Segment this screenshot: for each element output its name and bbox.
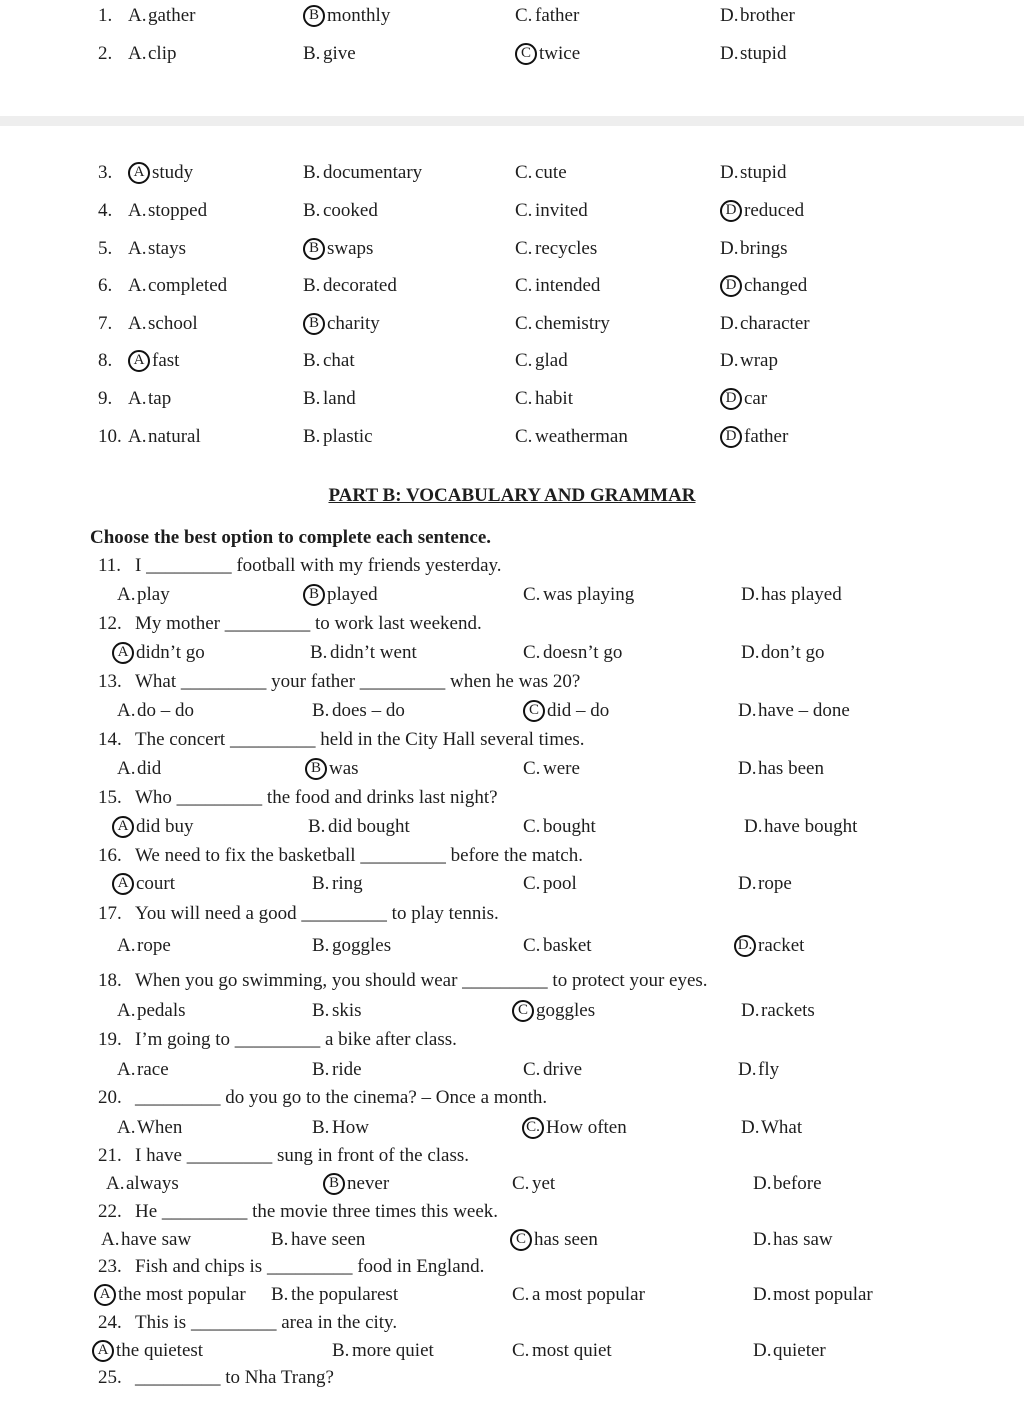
answer-circle[interactable]: B bbox=[303, 584, 325, 606]
option-text: land bbox=[323, 388, 356, 409]
option-label: B. bbox=[303, 275, 321, 296]
option-label: A. bbox=[128, 388, 147, 409]
option-text: did bought bbox=[328, 816, 410, 837]
option-text: completed bbox=[148, 275, 228, 296]
option-text: rope bbox=[137, 935, 171, 956]
option-text: How bbox=[332, 1117, 369, 1138]
option-label: C. bbox=[515, 313, 533, 334]
option-text: study bbox=[152, 162, 194, 183]
option-label: B. bbox=[308, 816, 326, 837]
option-text: was bbox=[329, 758, 359, 779]
option-label: C. bbox=[523, 758, 541, 779]
option-label: D. bbox=[741, 1117, 760, 1138]
answer-circle[interactable]: A bbox=[128, 350, 150, 372]
option-label: B. bbox=[312, 873, 330, 894]
option-text: before bbox=[773, 1173, 822, 1194]
option-text: recycles bbox=[535, 238, 598, 259]
answer-circle[interactable]: C bbox=[512, 1000, 534, 1022]
question-number: 1. bbox=[98, 5, 113, 26]
question-number: 15. bbox=[98, 787, 122, 808]
option-text: father bbox=[535, 5, 580, 26]
option-label: B. bbox=[312, 1000, 330, 1021]
option-text: goggles bbox=[332, 935, 392, 956]
question-number: 2. bbox=[98, 43, 113, 64]
option-text: habit bbox=[535, 388, 573, 409]
option-text: documentary bbox=[323, 162, 423, 183]
option-label: C. bbox=[512, 1173, 530, 1194]
page-separator bbox=[0, 116, 1024, 126]
option-text: the most popular bbox=[118, 1284, 246, 1305]
option-text: play bbox=[137, 584, 170, 605]
option-text: fast bbox=[152, 350, 180, 371]
option-text: more quiet bbox=[352, 1340, 434, 1361]
option-text: stays bbox=[148, 238, 186, 259]
question-text: Fish and chips is _________ food in England. bbox=[135, 1256, 485, 1277]
option-text: did bbox=[137, 758, 162, 779]
option-text: didn’t went bbox=[330, 642, 417, 663]
answer-circle[interactable]: D bbox=[720, 388, 742, 410]
question-number: 3. bbox=[98, 162, 113, 183]
question-text: You will need a good _________ to play tennis. bbox=[135, 903, 499, 924]
option-label: A. bbox=[101, 1229, 120, 1250]
option-label: D. bbox=[720, 162, 739, 183]
option-text: did buy bbox=[136, 816, 194, 837]
option-text: wrap bbox=[740, 350, 778, 371]
option-label: A. bbox=[117, 584, 136, 605]
question-number: 6. bbox=[98, 275, 113, 296]
option-text: don’t go bbox=[761, 642, 825, 663]
answer-circle[interactable]: D bbox=[720, 275, 742, 297]
question-text: We need to fix the basketball _________ before the match. bbox=[135, 845, 583, 866]
option-text: fly bbox=[758, 1059, 780, 1080]
question-number: 25. bbox=[98, 1367, 122, 1388]
option-label: A. bbox=[128, 200, 147, 221]
question-text: I’m going to _________ a bike after class. bbox=[135, 1029, 457, 1050]
option-label: A. bbox=[117, 935, 136, 956]
option-text: character bbox=[740, 313, 810, 334]
option-label: B. bbox=[310, 642, 328, 663]
answer-circle[interactable]: D. bbox=[734, 935, 756, 957]
option-text: twice bbox=[539, 43, 581, 64]
option-text: swaps bbox=[327, 238, 374, 259]
option-label: C. bbox=[523, 584, 541, 605]
option-label: D. bbox=[720, 313, 739, 334]
option-label: A. bbox=[117, 1059, 136, 1080]
option-text: clip bbox=[148, 43, 177, 64]
answer-circle[interactable]: A bbox=[112, 873, 134, 895]
part-b-heading: PART B: VOCABULARY AND GRAMMAR bbox=[328, 485, 696, 506]
option-text: rope bbox=[758, 873, 792, 894]
option-text: doesn’t go bbox=[543, 642, 623, 663]
option-label: C. bbox=[512, 1340, 530, 1361]
option-text: plastic bbox=[323, 426, 373, 447]
option-label: D. bbox=[741, 584, 760, 605]
option-label: C. bbox=[515, 5, 533, 26]
answer-circle[interactable]: C bbox=[515, 43, 537, 65]
option-label: C. bbox=[515, 350, 533, 371]
option-text: racket bbox=[758, 935, 805, 956]
option-text: has seen bbox=[534, 1229, 598, 1250]
option-text: skis bbox=[332, 1000, 362, 1021]
option-text: goggles bbox=[536, 1000, 596, 1021]
question-number: 16. bbox=[98, 845, 122, 866]
question-number: 23. bbox=[98, 1256, 122, 1277]
option-label: B. bbox=[312, 935, 330, 956]
question-number: 22. bbox=[98, 1201, 122, 1222]
option-text: the quietest bbox=[116, 1340, 204, 1361]
option-label: D. bbox=[753, 1173, 772, 1194]
answer-circle[interactable]: A bbox=[92, 1340, 114, 1362]
question-number: 9. bbox=[98, 388, 113, 409]
question-text: _________ do you go to the cinema? – Once a month. bbox=[135, 1087, 548, 1108]
option-label: B. bbox=[303, 388, 321, 409]
option-label: B. bbox=[303, 200, 321, 221]
option-label: C. bbox=[512, 1284, 530, 1305]
option-text: reduced bbox=[744, 200, 805, 221]
option-label: B. bbox=[303, 426, 321, 447]
option-label: C. bbox=[515, 426, 533, 447]
question-text: Who _________ the food and drinks last night? bbox=[135, 787, 498, 808]
option-text: father bbox=[744, 426, 789, 447]
option-text: bought bbox=[543, 816, 596, 837]
option-label: D. bbox=[741, 1000, 760, 1021]
question-number: 10. bbox=[98, 426, 122, 447]
option-label: A. bbox=[106, 1173, 125, 1194]
answer-circle[interactable]: A bbox=[112, 816, 134, 838]
option-label: C. bbox=[515, 238, 533, 259]
option-text: chemistry bbox=[535, 313, 610, 334]
option-text: school bbox=[148, 313, 198, 334]
question-number: 14. bbox=[98, 729, 122, 750]
option-text: didn’t go bbox=[136, 642, 205, 663]
option-text: rackets bbox=[761, 1000, 815, 1021]
option-text: What bbox=[761, 1117, 803, 1138]
option-text: changed bbox=[744, 275, 808, 296]
option-text: a most popular bbox=[532, 1284, 645, 1305]
option-text: quieter bbox=[773, 1340, 826, 1361]
option-text: tap bbox=[148, 388, 172, 409]
question-text: I _________ football with my friends yesterday. bbox=[135, 555, 502, 576]
option-label: D. bbox=[720, 238, 739, 259]
question-text: When you go swimming, you should wear _________ to protect your eyes. bbox=[135, 970, 708, 991]
answer-circle[interactable]: D bbox=[720, 200, 742, 222]
option-label: C. bbox=[515, 388, 533, 409]
option-text: always bbox=[126, 1173, 179, 1194]
option-text: most quiet bbox=[532, 1340, 612, 1361]
option-label: C. bbox=[515, 162, 533, 183]
option-label: D. bbox=[753, 1284, 772, 1305]
option-text: monthly bbox=[327, 5, 391, 26]
option-label: A. bbox=[128, 238, 147, 259]
option-text: pool bbox=[543, 873, 577, 894]
answer-circle[interactable]: B bbox=[303, 313, 325, 335]
question-text: What _________ your father _________ when he was 20? bbox=[135, 671, 581, 692]
question-text: He _________ the movie three times this week. bbox=[135, 1201, 499, 1222]
option-text: glad bbox=[535, 350, 568, 371]
option-label: D. bbox=[744, 816, 763, 837]
option-label: C. bbox=[515, 200, 533, 221]
answer-circle[interactable]: A bbox=[112, 642, 134, 664]
option-text: pedals bbox=[137, 1000, 186, 1021]
option-text: ring bbox=[332, 873, 363, 894]
question-text: My mother _________ to work last weekend. bbox=[135, 613, 482, 634]
option-text: intended bbox=[535, 275, 601, 296]
option-text: does – do bbox=[332, 700, 405, 721]
option-text: basket bbox=[543, 935, 592, 956]
answer-circle[interactable]: B bbox=[303, 238, 325, 260]
option-label: B. bbox=[312, 1117, 330, 1138]
option-text: brother bbox=[740, 5, 795, 26]
option-text: weatherman bbox=[535, 426, 628, 447]
answer-circle[interactable]: B bbox=[305, 758, 327, 780]
option-text: were bbox=[543, 758, 580, 779]
option-text: give bbox=[323, 43, 356, 64]
option-text: was playing bbox=[543, 584, 635, 605]
option-text: natural bbox=[148, 426, 201, 447]
question-number: 4. bbox=[98, 200, 113, 221]
option-label: A. bbox=[128, 426, 147, 447]
option-text: brings bbox=[740, 238, 788, 259]
option-text: have bought bbox=[764, 816, 858, 837]
option-label: B. bbox=[271, 1229, 289, 1250]
question-number: 8. bbox=[98, 350, 113, 371]
question-number: 18. bbox=[98, 970, 122, 991]
answer-circle[interactable]: B bbox=[303, 5, 325, 27]
option-label: A. bbox=[128, 275, 147, 296]
option-label: D. bbox=[753, 1340, 772, 1361]
option-label: D. bbox=[738, 1059, 757, 1080]
option-text: played bbox=[327, 584, 378, 605]
answer-circle[interactable]: A bbox=[128, 162, 150, 184]
option-text: gather bbox=[148, 5, 196, 26]
option-text: chat bbox=[323, 350, 355, 371]
option-label: D. bbox=[720, 43, 739, 64]
question-number: 21. bbox=[98, 1145, 122, 1166]
option-label: D. bbox=[738, 873, 757, 894]
option-text: most popular bbox=[773, 1284, 873, 1305]
option-text: did – do bbox=[547, 700, 610, 721]
option-text: stupid bbox=[740, 43, 787, 64]
option-text: car bbox=[744, 388, 768, 409]
option-text: ride bbox=[332, 1059, 362, 1080]
option-label: A. bbox=[128, 313, 147, 334]
question-number: 12. bbox=[98, 613, 122, 634]
option-label: D. bbox=[753, 1229, 772, 1250]
option-text: drive bbox=[543, 1059, 583, 1080]
question-number: 5. bbox=[98, 238, 113, 259]
option-text: has saw bbox=[773, 1229, 833, 1250]
option-label: B. bbox=[332, 1340, 350, 1361]
answer-circle[interactable]: D bbox=[720, 426, 742, 448]
question-number: 24. bbox=[98, 1312, 122, 1333]
option-label: C. bbox=[523, 816, 541, 837]
option-label: B. bbox=[312, 1059, 330, 1080]
option-text: court bbox=[136, 873, 176, 894]
option-text: decorated bbox=[323, 275, 397, 296]
option-label: D. bbox=[720, 350, 739, 371]
option-text: stupid bbox=[740, 162, 787, 183]
question-number: 20. bbox=[98, 1087, 122, 1108]
option-label: B. bbox=[303, 43, 321, 64]
option-text: charity bbox=[327, 313, 380, 334]
option-label: A. bbox=[117, 758, 136, 779]
option-label: D. bbox=[720, 5, 739, 26]
answer-circle[interactable]: C bbox=[510, 1229, 532, 1251]
answer-circle[interactable]: C bbox=[523, 700, 545, 722]
question-number: 17. bbox=[98, 903, 122, 924]
option-text: invited bbox=[535, 200, 588, 221]
option-text: do – do bbox=[137, 700, 194, 721]
question-text: _________ to Nha Trang? bbox=[135, 1367, 334, 1388]
option-label: A. bbox=[128, 5, 147, 26]
instruction-text: Choose the best option to complete each sentence. bbox=[90, 527, 492, 548]
answer-circle[interactable]: C. bbox=[522, 1117, 544, 1139]
option-text: stopped bbox=[148, 200, 208, 221]
option-label: A. bbox=[117, 700, 136, 721]
option-label: C. bbox=[523, 873, 541, 894]
option-label: B. bbox=[312, 700, 330, 721]
question-text: I have _________ sung in front of the class. bbox=[135, 1145, 470, 1166]
question-number: 19. bbox=[98, 1029, 122, 1050]
option-text: race bbox=[137, 1059, 169, 1080]
option-text: have – done bbox=[758, 700, 850, 721]
question-number: 11. bbox=[98, 555, 122, 576]
answer-circle[interactable]: A bbox=[94, 1284, 116, 1306]
option-text: cooked bbox=[323, 200, 378, 221]
option-text: have seen bbox=[291, 1229, 366, 1250]
option-label: C. bbox=[523, 1059, 541, 1080]
option-label: B. bbox=[303, 162, 321, 183]
option-label: D. bbox=[738, 758, 757, 779]
question-text: The concert _________ held in the City Hall several times. bbox=[135, 729, 585, 750]
option-text: have saw bbox=[121, 1229, 192, 1250]
option-text: cute bbox=[535, 162, 567, 183]
option-label: B. bbox=[303, 350, 321, 371]
option-label: A. bbox=[117, 1000, 136, 1021]
option-label: D. bbox=[741, 642, 760, 663]
question-number: 13. bbox=[98, 671, 122, 692]
option-text: has played bbox=[761, 584, 842, 605]
option-label: A. bbox=[117, 1117, 136, 1138]
option-text: never bbox=[347, 1173, 390, 1194]
option-label: D. bbox=[738, 700, 757, 721]
option-text: How often bbox=[546, 1117, 627, 1138]
option-label: C. bbox=[515, 275, 533, 296]
question-text: This is _________ area in the city. bbox=[135, 1312, 398, 1333]
answer-circle[interactable]: B bbox=[323, 1173, 345, 1195]
question-number: 7. bbox=[98, 313, 113, 334]
option-text: the popularest bbox=[291, 1284, 399, 1305]
option-label: C. bbox=[523, 935, 541, 956]
option-label: C. bbox=[523, 642, 541, 663]
option-label: A. bbox=[128, 43, 147, 64]
option-label: B. bbox=[271, 1284, 289, 1305]
option-text: When bbox=[137, 1117, 183, 1138]
option-text: has been bbox=[758, 758, 824, 779]
option-text: yet bbox=[532, 1173, 556, 1194]
